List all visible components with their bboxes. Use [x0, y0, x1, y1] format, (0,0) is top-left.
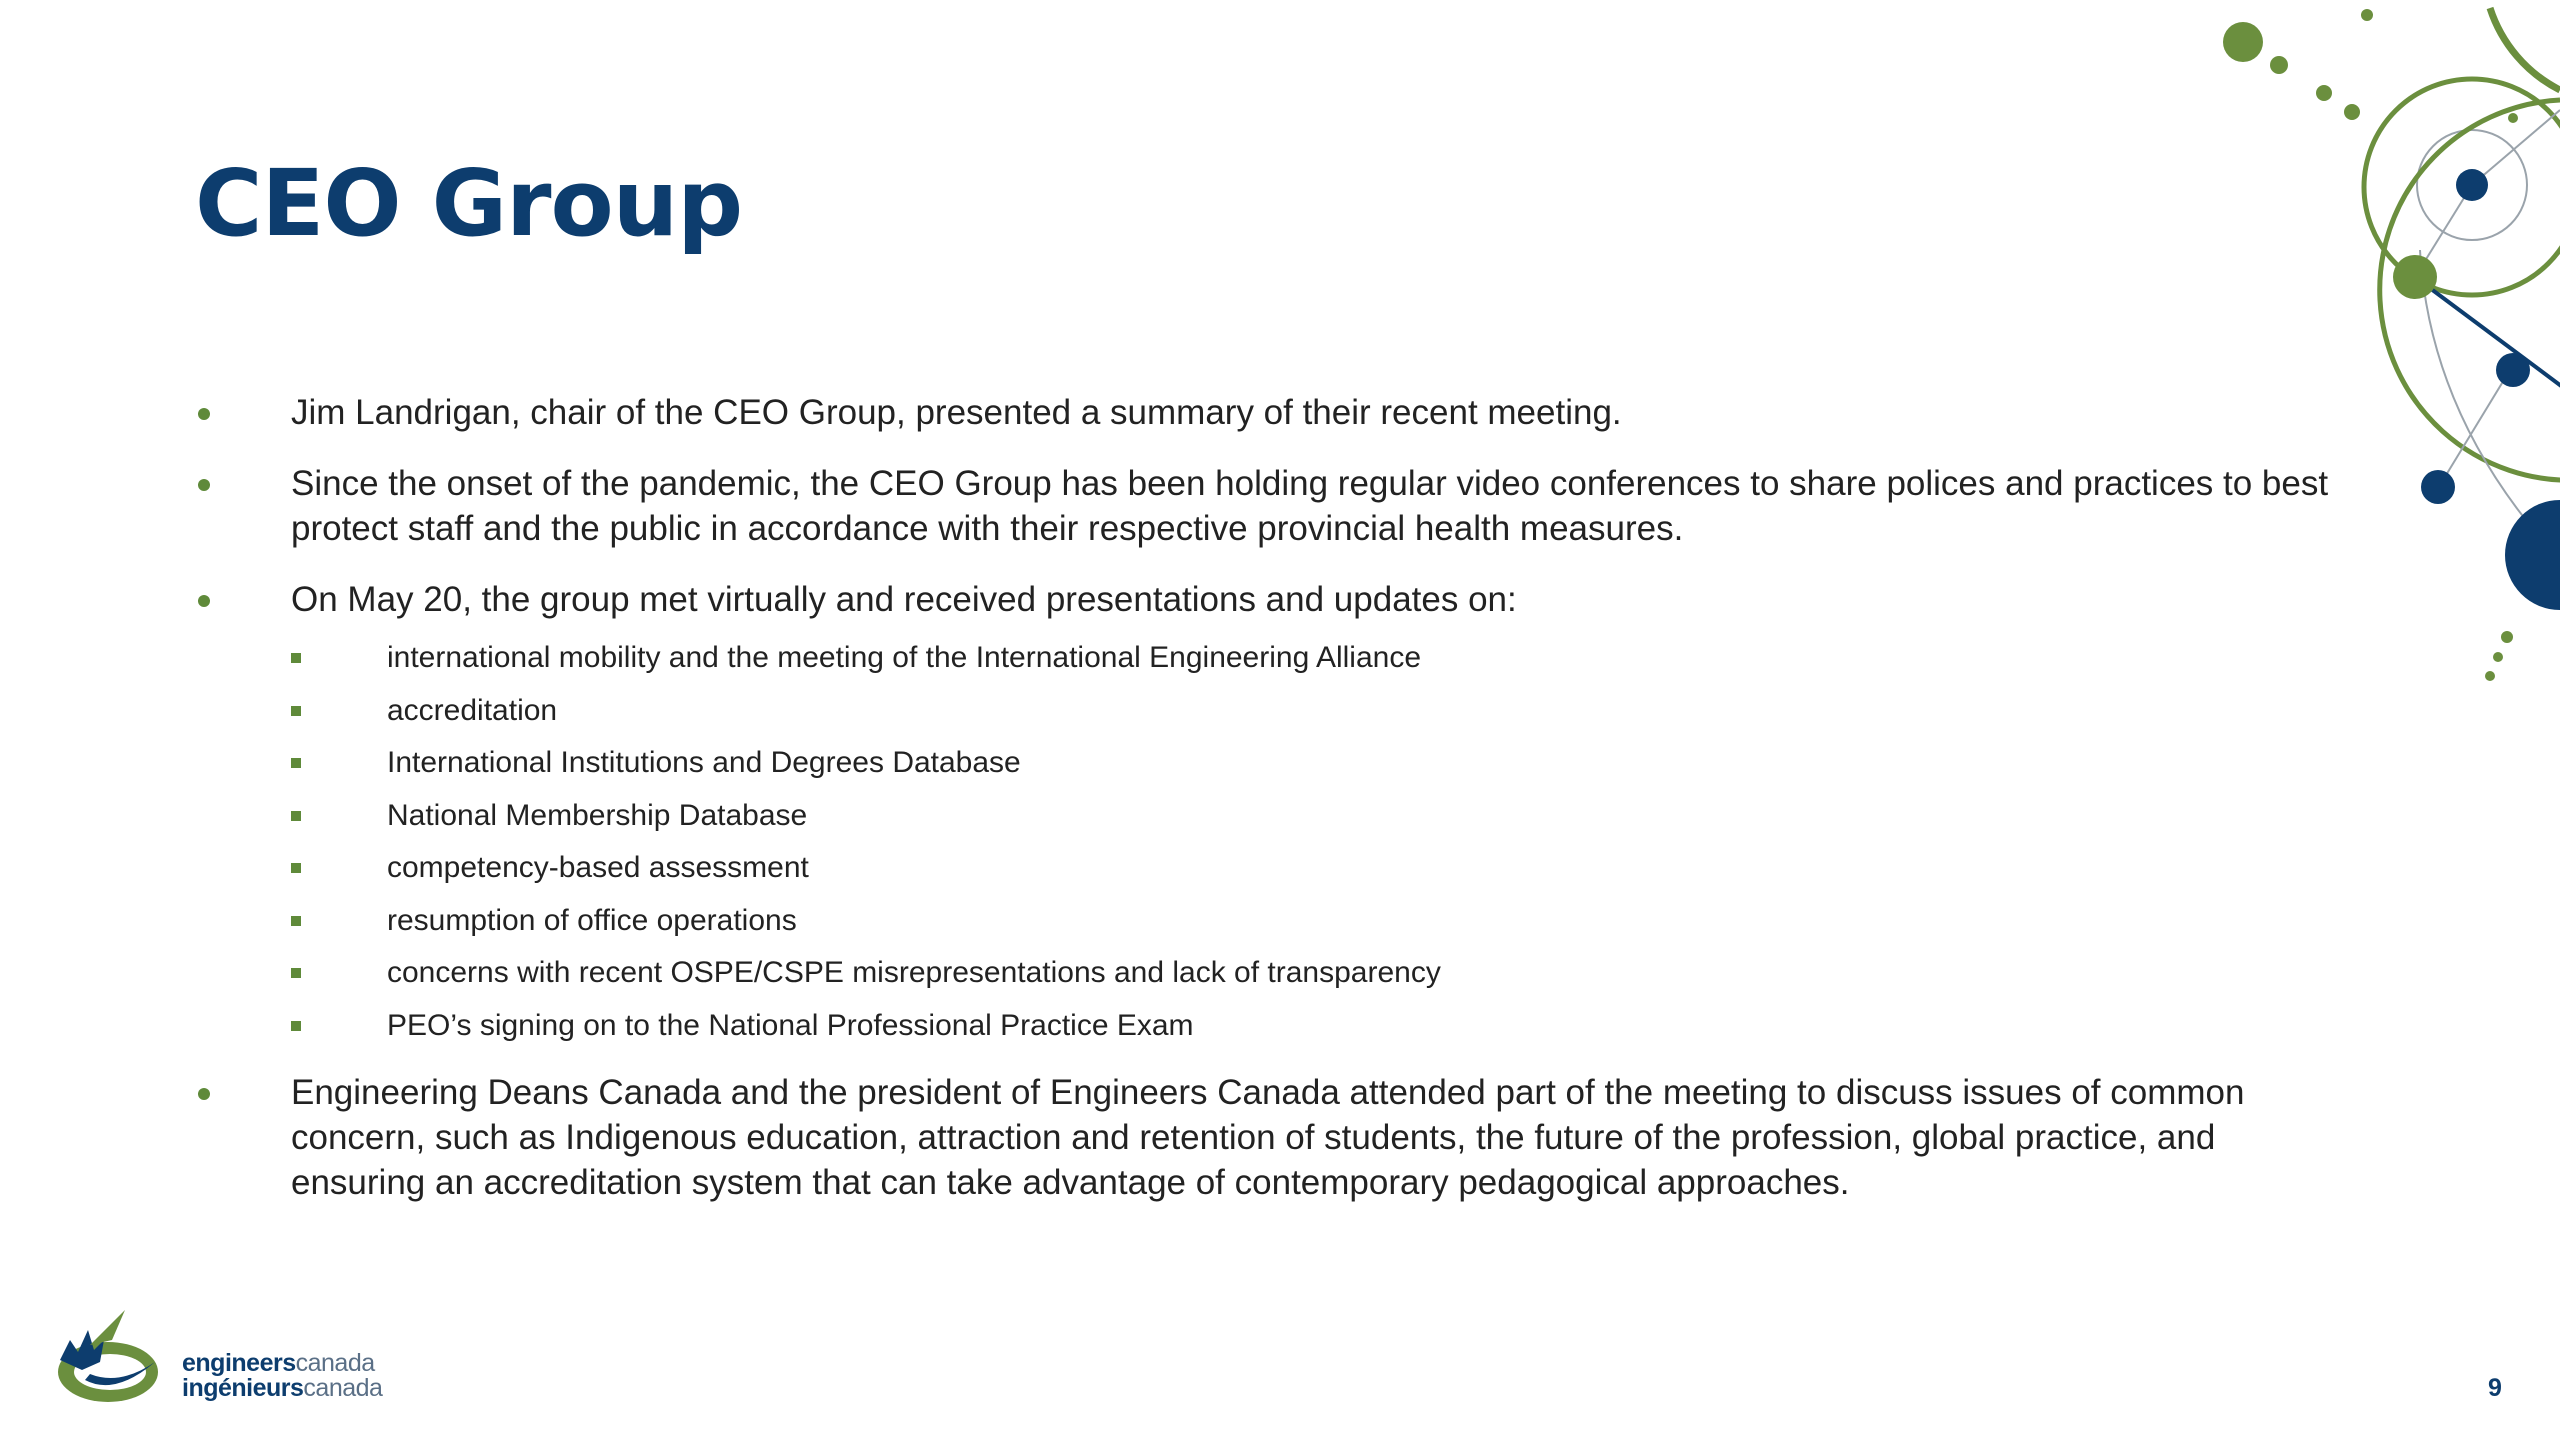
sub-bullet-item — [291, 895, 2345, 948]
square-bullet-icon — [291, 1000, 387, 1053]
sub-bullet-text: resumption of office operations — [387, 903, 797, 937]
sub-bullet-text: international mobility and the meeting of the International Engineering Alliance — [387, 641, 1422, 674]
square-bullet-icon — [291, 790, 387, 843]
bullet-item — [195, 1070, 2345, 1205]
bullet-text: Jim Landrigan, chair of the CEO Group, presented a summary of their recent meeting. — [291, 393, 1622, 432]
bullet-text: On May 20, the group met virtually and received presentations and updates on: — [291, 580, 1517, 619]
bullet-item — [195, 390, 2345, 435]
bullet-dot-icon — [195, 461, 291, 506]
slide-title: CEO Group — [195, 150, 743, 257]
sub-bullet-text: International Institutions and Degrees Database — [387, 746, 1021, 779]
engineers-canada-logo — [30, 1300, 383, 1420]
square-bullet-icon — [291, 737, 387, 790]
sub-bullet-item — [291, 947, 2345, 1000]
sub-bullet-item — [291, 790, 2345, 843]
logo-text-french: ingénieurscanada — [182, 1374, 383, 1402]
bullet-dot-icon — [195, 1070, 291, 1115]
network-circles-decoration — [2180, 0, 2560, 720]
sub-bullet-item — [291, 1000, 2345, 1053]
bullet-dot-icon — [195, 390, 291, 435]
logo-text-english: engineerscanada — [182, 1349, 375, 1377]
sub-bullet-text: concerns with recent OSPE/CSPE misrepresentations and lack of transparency — [387, 956, 1441, 989]
sub-bullet-item — [291, 685, 2345, 738]
sub-bullet-text: National Membership Database — [387, 798, 808, 832]
bullet-text: Engineering Deans Canada and the president of Engineers Canada attended part of the meeting to discuss issues of common concern, such as Indigenous education, attraction and retention of students, the future of the profession, global practice, and ensuring an accreditation system that can take advantage of contemporary pedagogical approaches. — [291, 1073, 2245, 1202]
bullet-dot-icon — [195, 577, 291, 622]
square-bullet-icon — [291, 895, 387, 948]
square-bullet-icon — [291, 685, 387, 738]
sub-bullet-item — [291, 737, 2345, 790]
sub-bullet-item — [291, 632, 2345, 685]
square-bullet-icon — [291, 632, 387, 685]
sub-bullet-text: PEO’s signing on to the National Professional Practice Exam — [387, 1008, 1194, 1042]
sub-bullet-text: competency-based assessment — [387, 851, 809, 884]
bullet-item — [195, 577, 2345, 622]
square-bullet-icon — [291, 947, 387, 1000]
sub-bullet-list — [291, 632, 2345, 1052]
sub-bullet-text: accreditation — [387, 693, 558, 727]
slide-content — [195, 390, 2345, 1231]
sub-bullet-item — [291, 842, 2345, 895]
bullet-item — [195, 461, 2345, 551]
square-bullet-icon — [291, 842, 387, 895]
page-number: 9 — [2488, 1374, 2502, 1402]
maple-leaf-gear-icon — [30, 1300, 180, 1420]
bullet-text: Since the onset of the pandemic, the CEO Group has been holding regular video conferences to share polices and practices to best protect staff and the public in accordance with their respective provincial health measures. — [291, 464, 2329, 548]
